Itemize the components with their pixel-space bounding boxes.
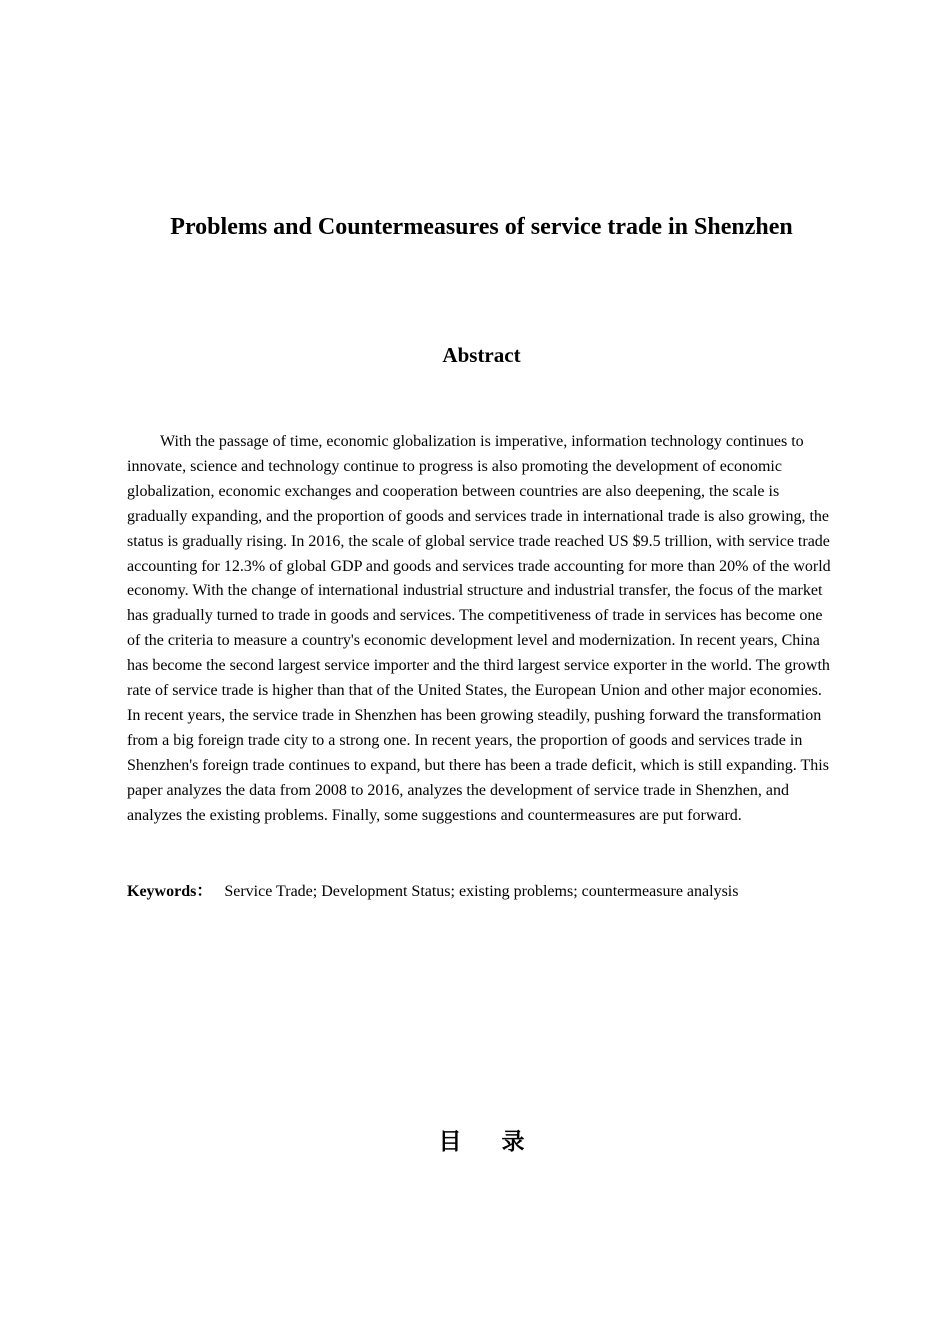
abstract-paragraph: With the passage of time, economic globalization is imperative, information technology continues to innovate, science and technology continue to progress is also promoting the development of economic globalization, economic exchanges and cooperation between countries are also deepening, the scale is gradually expanding, and the proportion of goods and services trade in international trade is also growing, the status is gradually rising. In 2016, the scale of global service trade reached US $9.5 trillion, with service trade accounting for 12.3% of global GDP and goods and services trade accounting for more than 20% of the world economy. With the change of international industrial structure and industrial transfer, the focus of the market has gradually turned to trade in goods and services. The competitiveness of trade in services has become one of the criteria to measure a country's economic development level and modernization. In recent years, China has become the second largest service importer and the third largest service exporter in the world. The growth rate of service trade is higher than that of the United States, the European Union and other major economies. In recent years, the service trade in Shenzhen has been growing steadily, pushing forward the transformation from a big foreign trade city to a strong one. In recent years, the proportion of goods and services trade in Shenzhen's foreign trade continues to expand, but there has been a trade deficit, which is still expanding. This paper analyzes the data from 2008 to 2016, analyzes the development of service trade in Shenzhen, and analyzes the existing problems. Finally, some suggestions and countermeasures are put forward. [127, 433, 831, 824]
keywords-line [127, 879, 837, 904]
keywords-label: Keywords [127, 883, 197, 900]
abstract-heading: Abstract [442, 343, 521, 367]
keywords-separator: ： [196, 883, 213, 900]
table-of-contents-heading: 目录 [438, 1129, 565, 1155]
paper-title: Problems and Countermeasures of service trade in Shenzhen [170, 214, 793, 240]
keywords-value: Service Trade; Development Status; existing problems; countermeasure analysis [224, 883, 739, 900]
